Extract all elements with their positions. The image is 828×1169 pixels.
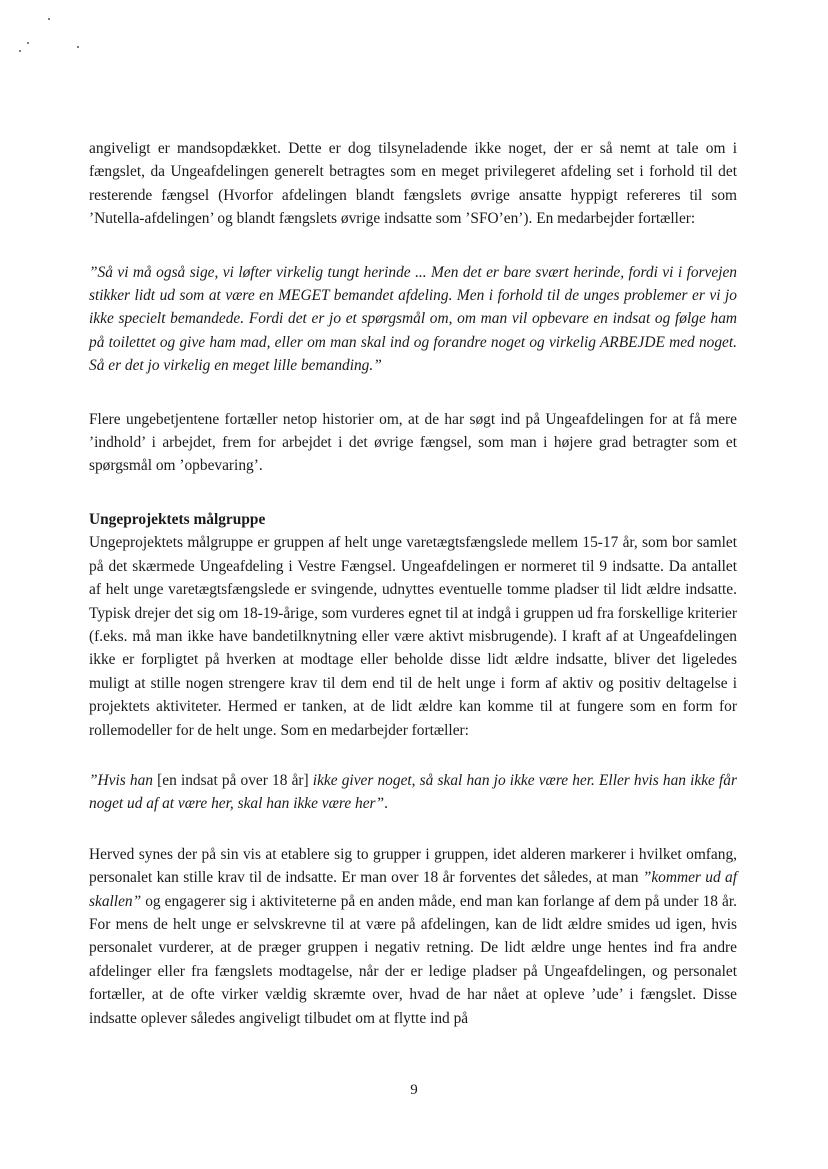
paragraph: angiveligt er mandsopdækket. Dette er dog tilsyneladende ikke noget, der er så nemt at tale om i fængslet, da Ungeafdelingen generelt betragtes som en meget privilegeret afdeling set i forhold til det resterende fængsel (Hvorfor afdelingen blandt fængslets øvrige ansatte hyppigt refereres til som ’Nutella-afdelingen’ og blandt fængslets øvrige indsatte som ’SFO’en’). En medarbejder fortæller: [89,140,737,228]
page-number: 9 [410,1082,418,1098]
paragraph [89,843,737,1030]
quote-text: ”Hvis han [89,771,158,789]
text-run: og engagerer sig i aktiviteterne på en anden måde, end man kan forlange af dem på under 18 år. For mens de helt unge er selvskrevne til at være på afdelingen, kan de lidt ældre smides ud igen, hvis personalet vurderer, at de præger gruppen i negativ retning. De lidt ældre unge hentes ind fra andre afdelinger eller fra fængslets modtagelse, når der er ledige pladser på Ungeafdelingen, og personalet fortæller, at de ofte virker vældig skræmte over, hvad de har nået at opleve ’ude’ i fængslet. Disse indsatte oplever således angiveligt tilbudet om at flytte ind på [89,892,737,1027]
text-run: Herved synes der på sin vis at etablere sig to grupper i gruppen, idet alderen markerer i hvilket omfang, personalet kan stille krav til de indsatte. Er man over 18 år forventes det således, at man [89,845,737,887]
scan-speck [48,18,50,20]
quote-insert: [en indsat på over 18 år] [157,771,309,789]
document-body [89,137,737,1030]
quote-text: ikke giver noget, så skal han jo ikke være her. Eller hvis han ikke får noget ud af at være her, skal han ikke være her” [89,771,737,813]
quote-period: . [384,795,388,813]
paragraph: Flere ungebetjentene fortæller netop historier om, at de har søgt ind på Ungeafdelingen for at få mere ’indhold’ i arbejdet, frem for arbejdet i det øvrige fængsel, som man i højere grad betragter som et spørgsmål om ’opbevaring’. [89,410,737,475]
scan-speck [27,42,29,44]
block-quote: ”Så vi må også sige, vi løfter virkelig tungt herinde ... Men det er bare svært herinde, fordi vi i forvejen stikker lidt ud som at være en MEGET bemandet afdeling. Men i forhold til de unges problemer er vi jo ikke specielt bemandede. Fordi det er jo et spørgsmål om, om man vil opbevare en indsat og følge ham på toilettet og give ham mad, eller om man skal ind og forandre noget og virkelig ARBEJDE med noget. Så er det jo virkelig en meget lille bemanding.” [89,263,737,375]
paragraph: Ungeprojektets målgruppe er gruppen af helt unge varetægtsfængslede mellem 15-17 år, som bor samlet på det skærmede Ungeafdeling i Vestre Fængsel. Ungeafdelingen er normeret til 9 indsatte. Da antallet af helt unge varetægtsfængslede er svingende, udnyttes eventuelle tomme pladser til lidt ældre indsatte. Typisk drejer det sig om 18-19-årige, som vurderes egnet til at indgå i gruppen ud fra forskellige kriterier (f.eks. må man ikke have bandetilknytning eller være aktivt misbrugende). I kraft af at Ungeafdelingen ikke er forpligtet på hverken at modtage eller beholde disse lidt ældre indsatte, bliver det ligeledes muligt at stille nogen strengere krav til dem end til de helt unge i form af aktiv og positiv deltagelse i projektets aktiviteter. Hermed er tanken, at de lidt ældre kan komme til at fungere som en form for rollemodeller for de helt unge. Som en medarbejder fortæller: [89,534,737,739]
block-quote [89,769,737,816]
scan-speck [19,50,21,52]
scan-speck [77,46,79,48]
section-heading: Ungeprojektets målgruppe [89,510,266,528]
italic-quote: ”kommer ud af skallen” [89,869,737,910]
